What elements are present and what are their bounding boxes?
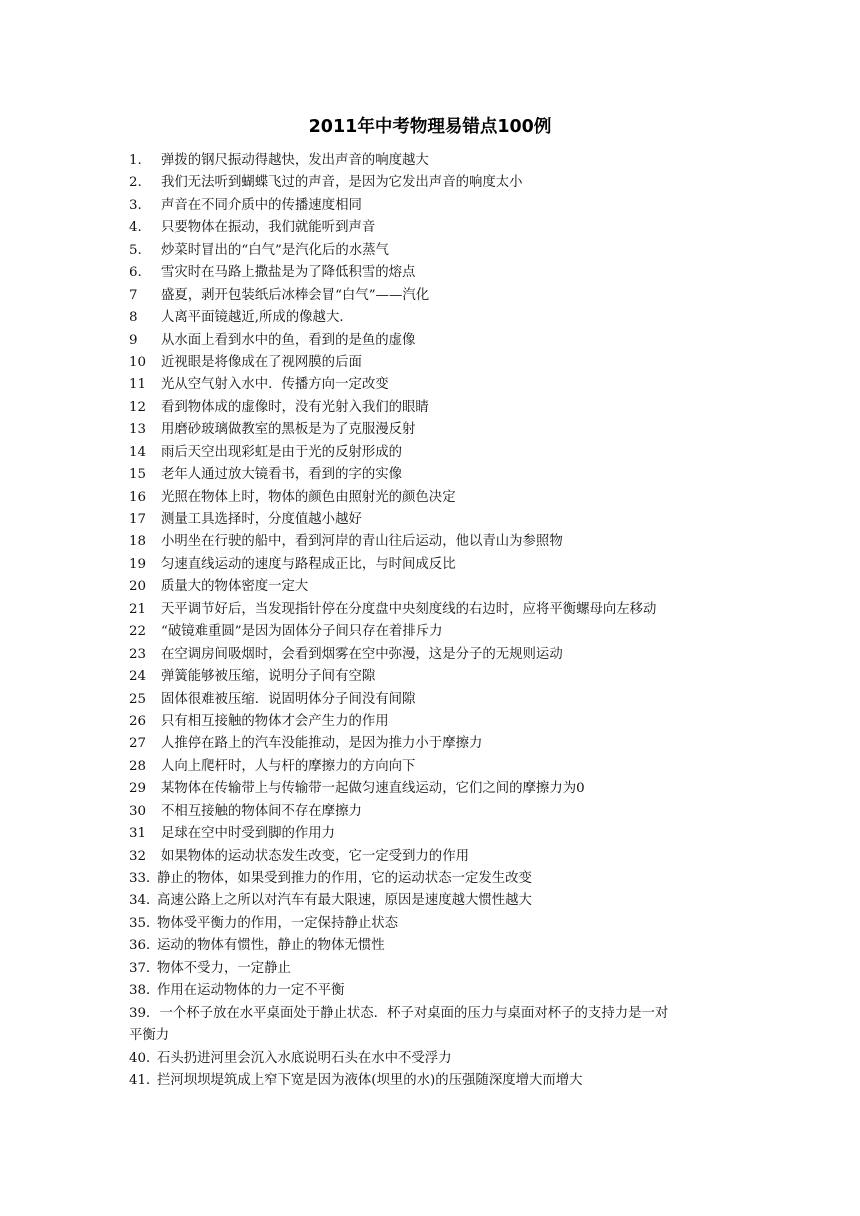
list-item-number: 27 xyxy=(129,736,147,752)
list-item-number: 7 xyxy=(129,287,138,303)
list-item xyxy=(129,217,749,239)
list-item xyxy=(129,935,749,957)
list-item-text: “破镜难重圆”是因为固体分子间只存在着排斥力 xyxy=(161,624,443,640)
list-item-number: 21 xyxy=(129,601,147,617)
list-item-number: 31 xyxy=(129,826,147,842)
list-item-number: 5. xyxy=(129,242,142,258)
list-item-text: 固体很难被压缩．说固明体分子间没有间隙 xyxy=(161,691,416,707)
list-item-text: 静止的物体，如果受到推力的作用，它的运动状态一定发生改变 xyxy=(157,871,532,886)
list-item-number: 33． xyxy=(129,871,160,886)
list-item-text: 人离平面镜越近,所成的像越大. xyxy=(161,310,344,326)
list-item-text: 我们无法听到蝴蝶飞过的声音，是因为它发出声音的响度太小 xyxy=(161,175,523,191)
list-item-text: 测量工具选择时，分度值越小越好 xyxy=(161,512,362,527)
list-item-number: 25 xyxy=(129,691,147,707)
list-item-number: 26 xyxy=(129,713,147,729)
list-item-number: 37． xyxy=(129,960,160,976)
list-item-text: 不相互接触的物体间不存在摩擦力 xyxy=(161,803,362,819)
list-item xyxy=(129,890,749,912)
list-item-text: 看到物体成的虚像时，没有光射入我们的眼睛 xyxy=(161,399,429,415)
list-item-text: 光照在物体上时，物体的颜色由照射光的颜色决定 xyxy=(161,489,456,505)
list-item-number: 15 xyxy=(129,467,147,483)
error-point-list xyxy=(129,150,749,1092)
list-item xyxy=(129,195,749,217)
list-item-number: 39． xyxy=(129,1005,160,1021)
list-item-number: 36． xyxy=(129,938,160,954)
list-item xyxy=(129,621,749,643)
list-item-line xyxy=(129,1003,749,1025)
list-item xyxy=(129,644,749,666)
list-item xyxy=(129,307,749,329)
list-item-number: 10 xyxy=(129,354,147,370)
list-item-number: 30 xyxy=(129,803,147,819)
list-item xyxy=(129,846,749,868)
list-item-text: 只有相互接触的物体才会产生力的作用 xyxy=(161,713,389,729)
list-item-text: 天平调节好后，当发现指针停在分度盘中央刻度线的右边时，应将平衡螺母向左移动 xyxy=(161,601,657,617)
list-item-text: 雪灾时在马路上撒盐是为了降低积雪的熔点 xyxy=(161,265,416,281)
list-item-text: 从水面上看到水中的鱼，看到的是鱼的虚像 xyxy=(161,332,416,348)
list-item-text: 盛夏，剥开包装纸后冰棒会冒“白气”——汽化 xyxy=(161,287,430,303)
list-item xyxy=(129,330,749,352)
list-item-text: 某物体在传输带上与传输带一起做匀速直线运动，它们之间的摩擦力为0 xyxy=(161,781,585,797)
list-item xyxy=(129,868,749,890)
list-item xyxy=(129,374,749,396)
list-item xyxy=(129,599,749,621)
list-item xyxy=(129,352,749,374)
list-item-number: 18 xyxy=(129,534,147,550)
list-item-text: 人向上爬杆时，人与杆的摩擦力的方向向下 xyxy=(161,758,416,774)
list-item-number: 23 xyxy=(129,646,147,662)
list-item xyxy=(129,1070,749,1092)
list-item-text: 在空调房间吸烟时，会看到烟雾在空中弥漫，这是分子的无规则运动 xyxy=(161,646,563,662)
list-item-text: 弹簧能够被压缩，说明分子间有空隙 xyxy=(161,669,376,685)
list-item xyxy=(129,576,749,598)
list-item-number: 28 xyxy=(129,758,147,774)
list-item-number: 14 xyxy=(129,444,147,460)
list-item-text: 弹拨的钢尺振动得越快，发出声音的响度越大 xyxy=(161,153,429,168)
list-item-number: 8 xyxy=(129,310,138,326)
list-item-number: 41． xyxy=(129,1072,160,1088)
list-item-text-continued: 平衡力 xyxy=(129,1028,170,1044)
list-item xyxy=(129,666,749,688)
list-item-number: 12 xyxy=(129,399,147,415)
list-item-text: 质量大的物体密度一定大 xyxy=(161,579,309,595)
list-item-number: 29 xyxy=(129,781,147,797)
list-item-text: 物体不受力，一定静止 xyxy=(157,960,291,976)
list-item xyxy=(129,487,749,509)
list-item-text: 石头扔进河里会沉入水底说明石头在水中不受浮力 xyxy=(157,1050,452,1066)
list-item xyxy=(129,509,749,531)
list-item xyxy=(129,980,749,1002)
list-item-text: 拦河坝坝堤筑成上窄下宽是因为液体(坝里的水)的压强随深度增大而增大 xyxy=(157,1072,583,1088)
list-item-number: 17 xyxy=(129,512,147,527)
list-item-number: 4. xyxy=(129,220,142,236)
list-item xyxy=(129,1003,749,1048)
list-item-text: 老年人通过放大镜看书，看到的字的实像 xyxy=(161,467,403,483)
list-item-number: 16 xyxy=(129,489,147,505)
list-item xyxy=(129,172,749,194)
list-item xyxy=(129,778,749,800)
list-item-number: 19 xyxy=(129,556,147,572)
list-item-text: 物体受平衡力的作用，一定保持静止状态 xyxy=(157,915,399,931)
list-item xyxy=(129,554,749,576)
list-item xyxy=(129,262,749,284)
list-item-number: 35． xyxy=(129,915,160,931)
list-item-text: 炒菜时冒出的“白气”是汽化后的水蒸气 xyxy=(161,242,389,258)
list-item-text: 用磨砂玻璃做教室的黑板是为了克服漫反射 xyxy=(161,422,416,438)
list-item-text: 作用在运动物体的力一定不平衡 xyxy=(157,983,345,999)
list-item-text: 雨后天空出现彩虹是由于光的反射形成的 xyxy=(161,444,403,460)
list-item xyxy=(129,240,749,262)
document-title: 2011年中考物理易错点100例 xyxy=(308,117,552,137)
list-item-text: 一个杯子放在水平桌面处于静止状态．杯子对桌面的压力与桌面对杯子的支持力是一对 xyxy=(159,1005,669,1021)
list-item xyxy=(129,801,749,823)
list-item xyxy=(129,711,749,733)
list-item-number: 20 xyxy=(129,579,147,595)
list-item xyxy=(129,958,749,980)
list-item-number: 38． xyxy=(129,983,160,999)
list-item xyxy=(129,689,749,711)
list-item-text: 声音在不同介质中的传播速度相同 xyxy=(161,197,362,213)
list-item xyxy=(129,464,749,486)
list-item-number: 11 xyxy=(129,377,147,393)
list-item-number: 6. xyxy=(129,265,142,281)
list-item xyxy=(129,397,749,419)
list-item-text: 高速公路上之所以对汽车有最大限速，原因是速度越大惯性越大 xyxy=(157,893,532,909)
list-item-text: 小明坐在行驶的船中，看到河岸的青山往后运动，他以青山为参照物 xyxy=(161,534,563,550)
list-item-text: 如果物体的运动状态发生改变，它一定受到力的作用 xyxy=(161,848,469,864)
list-item xyxy=(129,1048,749,1070)
list-item-text: 运动的物体有惯性，静止的物体无惯性 xyxy=(157,938,385,954)
list-item-text: 光从空气射入水中．传播方向一定改变 xyxy=(161,377,389,393)
list-item xyxy=(129,150,749,172)
list-item-number: 34． xyxy=(129,893,160,909)
list-item-text: 人推停在路上的汽车没能推动，是因为推力小于摩擦力 xyxy=(161,736,483,752)
list-item-number: 24 xyxy=(129,669,147,685)
list-item xyxy=(129,442,749,464)
list-item-text: 足球在空中时受到脚的作用力 xyxy=(161,826,336,842)
list-item-number: 40． xyxy=(129,1050,160,1066)
list-item-number: 13 xyxy=(129,422,147,438)
list-item xyxy=(129,733,749,755)
list-item-number: 1. xyxy=(129,153,142,168)
list-item xyxy=(129,531,749,553)
list-item-number: 2. xyxy=(129,175,142,191)
list-item-number: 3. xyxy=(129,197,142,213)
list-item-number: 32 xyxy=(129,848,147,864)
list-item-text: 匀速直线运动的速度与路程成正比，与时间成反比 xyxy=(161,556,456,572)
list-item xyxy=(129,285,749,307)
list-item-number: 22 xyxy=(129,624,147,640)
list-item xyxy=(129,823,749,845)
list-item-text: 近视眼是将像成在了视网膜的后面 xyxy=(161,354,362,370)
list-item xyxy=(129,419,749,441)
list-item xyxy=(129,913,749,935)
list-item-text: 只要物体在振动，我们就能听到声音 xyxy=(161,220,376,236)
list-item xyxy=(129,756,749,778)
list-item-number: 9 xyxy=(129,332,138,348)
